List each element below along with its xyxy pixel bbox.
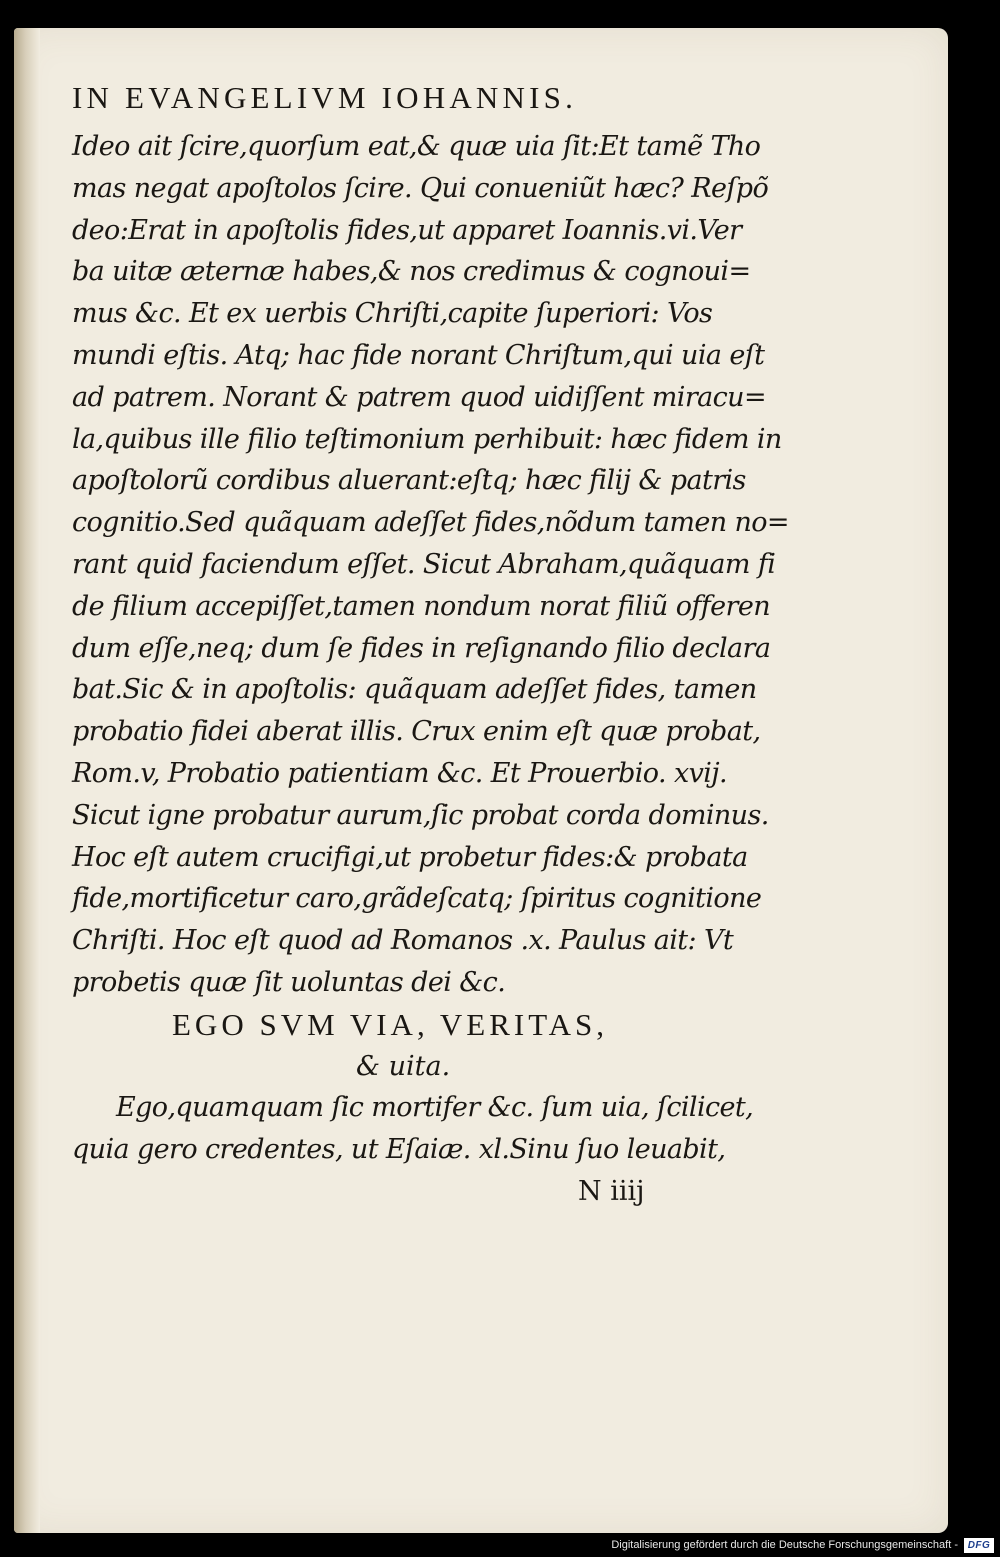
- body-line: mundi eſtis. Atq; hac fide norant Chriſtum,qui uia eſt: [72, 339, 765, 371]
- body-line: mas negat apoſtolos ſcire. Qui conueniũt hæc? Reſpõ: [72, 172, 769, 204]
- body-line: Hoc eſt autem crucifigi,ut probetur fides:& probata: [72, 841, 748, 873]
- body-line: probetis quæ ſit uoluntas dei &c.: [72, 966, 506, 998]
- body-line: probatio fidei aberat illis. Crux enim eſt quæ probat,: [72, 716, 761, 748]
- body-line: Rom.v, Probatio patientiam &c. Et Prouerbio. xvij.: [72, 757, 728, 789]
- body-line: fide,mortificetur caro,grãdeſcatq; ſpiritus cognitione: [72, 883, 762, 915]
- body-line: dum eſſe,neq; dum ſe fides in reſignando filio declara: [72, 632, 771, 664]
- body-line: de filium accepiſſet,tamen nondum norat filiũ offeren: [72, 590, 770, 622]
- body-line: Sicut igne probatur aurum,ſic probat corda dominus.: [72, 799, 769, 831]
- page-gutter-shadow: [14, 28, 40, 1533]
- book-page: [14, 28, 948, 1533]
- section-subheading: & uita.: [356, 1050, 451, 1082]
- body-line: mus &c. Et ex uerbis Chriſti,capite ſuperiori: Vos: [72, 298, 713, 330]
- body-text: [72, 126, 789, 1213]
- section-heading: EGO SVM VIA, VERITAS,: [172, 1006, 609, 1042]
- body-line: deo:Erat in apoſtolis fides,ut apparet Ioannis.vi.Ver: [72, 214, 742, 246]
- body-line: Chriſti. Hoc eſt quod ad Romanos .x. Paulus ait: Vt: [72, 925, 734, 957]
- page-text-block: [72, 76, 789, 1213]
- running-head: IN EVANGELIVM IOHANNIS.: [72, 80, 578, 115]
- digitization-footer: [603, 1533, 1000, 1557]
- body-line: cognitio.Sed quãquam adeſſet fides,nõdum tamen no=: [72, 507, 789, 539]
- dfg-logo-icon: DFG: [964, 1538, 994, 1553]
- footer-credit-text: Digitalisierung gefördert durch die Deutsche Forschungsgemeinschaft -: [611, 1539, 958, 1551]
- body-line: ad patrem. Norant & patrem quod uidiſſent miracu=: [72, 381, 766, 413]
- signature-mark: N iiij: [578, 1175, 645, 1207]
- body-line: la,quibus ille filio teſtimonium perhibuit: hæc fidem in: [72, 423, 782, 455]
- body-line: apoſtolorũ cordibus aluerant:eſtq; hæc filij & patris: [72, 465, 746, 497]
- closing-line: Ego,quamquam ſic mortifer &c. ſum uia, ſcilicet,: [116, 1092, 754, 1124]
- body-line: rant quid faciendum eſſet. Sicut Abraham,quãquam fi: [72, 548, 776, 580]
- body-line: bat.Sic & in apoſtolis: quãquam adeſſet fides, tamen: [72, 674, 757, 706]
- body-line: Ideo ait ſcire,quorſum eat,& quæ uia ſit:Et tamẽ Tho: [72, 131, 761, 162]
- closing-line: quia gero credentes, ut Eſaiæ. xl.Sinu ſuo leuabit,: [72, 1134, 726, 1166]
- body-line: ba uitæ æternæ habes,& nos credimus & cognoui=: [72, 256, 751, 288]
